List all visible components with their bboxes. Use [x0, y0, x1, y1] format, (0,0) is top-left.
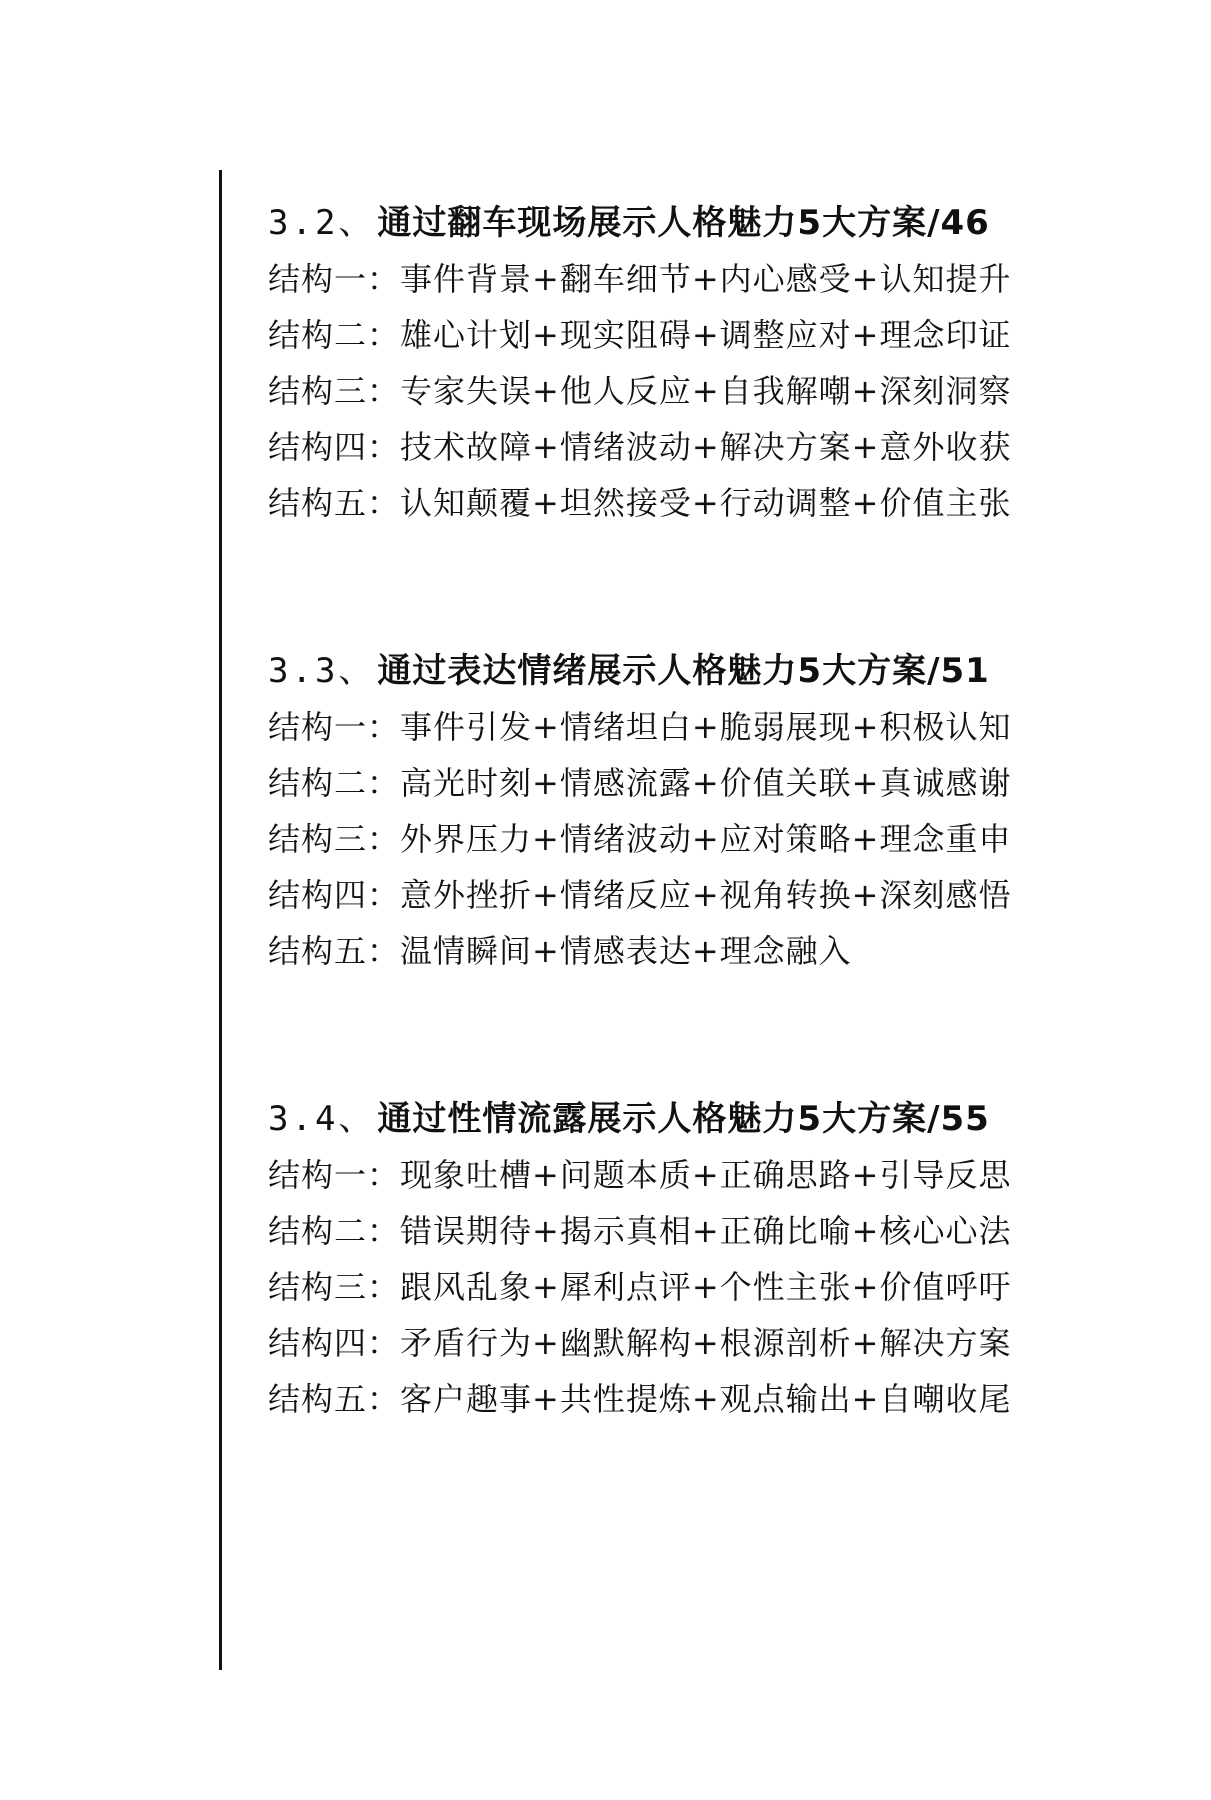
structure-line: 结构五：认知颠覆+坦然接受+行动调整+价值主张 [268, 484, 1012, 522]
structure-list [268, 1147, 1128, 1427]
structure-line: 结构二：高光时刻+情感流露+价值关联+真诚感谢 [268, 764, 1012, 802]
structure-line: 结构四：矛盾行为+幽默解构+根源剖析+解决方案 [268, 1324, 1012, 1362]
structure-line: 结构五：温情瞬间+情感表达+理念融入 [268, 932, 852, 970]
section-title: 通过翻车现场展示人格魅力5大方案/46 [377, 203, 990, 243]
margin-rule [219, 170, 222, 1670]
section-heading [268, 1091, 1128, 1147]
section-3-2 [268, 195, 1128, 531]
section-3-4 [268, 1091, 1128, 1427]
structure-list [268, 251, 1128, 531]
document-body [268, 195, 1128, 1539]
structure-line: 结构一：事件背景+翻车细节+内心感受+认知提升 [268, 260, 1012, 298]
section-number: 3.4、 [268, 1099, 376, 1139]
structure-line: 结构三：外界压力+情绪波动+应对策略+理念重申 [268, 820, 1012, 858]
section-3-3 [268, 643, 1128, 979]
structure-line: 结构四：意外挫折+情绪反应+视角转换+深刻感悟 [268, 876, 1012, 914]
section-number: 3.2、 [268, 203, 376, 243]
section-title: 通过性情流露展示人格魅力5大方案/55 [377, 1099, 990, 1139]
section-number: 3.3、 [268, 651, 376, 691]
structure-line: 结构三：跟风乱象+犀利点评+个性主张+价值呼吁 [268, 1268, 1012, 1306]
structure-line: 结构三：专家失误+他人反应+自我解嘲+深刻洞察 [268, 372, 1012, 410]
structure-line: 结构二：错误期待+揭示真相+正确比喻+核心心法 [268, 1212, 1012, 1250]
structure-line: 结构一：事件引发+情绪坦白+脆弱展现+积极认知 [268, 708, 1012, 746]
structure-line: 结构二：雄心计划+现实阻碍+调整应对+理念印证 [268, 316, 1012, 354]
section-title: 通过表达情绪展示人格魅力5大方案/51 [377, 651, 990, 691]
section-heading [268, 195, 1128, 251]
section-heading [268, 643, 1128, 699]
structure-line: 结构四：技术故障+情绪波动+解决方案+意外收获 [268, 428, 1012, 466]
structure-list [268, 699, 1128, 979]
structure-line: 结构五：客户趣事+共性提炼+观点输出+自嘲收尾 [268, 1380, 1012, 1418]
structure-line: 结构一：现象吐槽+问题本质+正确思路+引导反思 [268, 1156, 1012, 1194]
